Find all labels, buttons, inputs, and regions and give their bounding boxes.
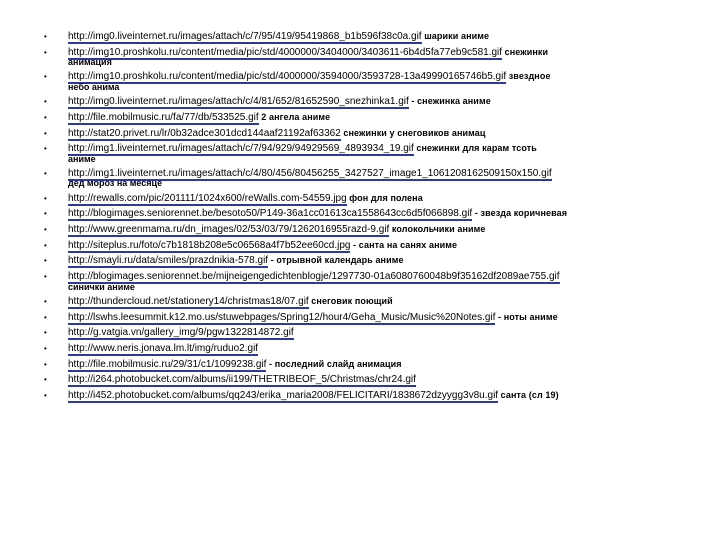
link-description: - последний слайд анимация — [266, 358, 402, 369]
bullet: • — [44, 168, 47, 178]
list-item — [44, 390, 684, 401]
list-item — [44, 31, 684, 42]
link-description: санта (сл 19) — [498, 390, 559, 401]
list-item — [44, 71, 684, 91]
list-item — [44, 143, 684, 163]
link[interactable]: http://www.greenmama.ru/dn_images/02/53/03/79/1262016955razd-9.gif — [68, 224, 390, 236]
link[interactable]: http://rewalls.com/pic/201111/1024x600/reWalls.com-54559.jpg — [68, 192, 347, 204]
list-item — [44, 112, 684, 123]
link[interactable]: http://i452.photobucket.com/albums/qq243/erika_maria2008/FELICITARI/1838672dzyygg3v8u.gif — [68, 390, 499, 402]
link-description: - отрывной календарь аниме — [268, 255, 404, 266]
link-description: снежинки для карам тсоть — [413, 143, 537, 154]
link[interactable]: http://img0.liveinternet.ru/images/attach/c/7/95/419/95419868_b1b596f38c0a.gif — [68, 31, 422, 42]
link[interactable]: http://stat20.privet.ru/lr/0b32adce301dcd144aaf21192af63362 — [68, 127, 341, 139]
link[interactable]: http://thundercloud.net/stationery14/christmas18/07.gif — [68, 295, 309, 307]
link[interactable]: http://img1.liveinternet.ru/images/attach/c/4/80/456/80456255_3427527_image1_1061208162509150x150.gif — [68, 167, 552, 179]
link-description: - снежинка аниме — [408, 96, 491, 107]
list-item — [44, 255, 684, 266]
bullet: • — [44, 375, 47, 385]
link[interactable]: http://file.mobilmusic.ru/fa/77/db/533525.gif — [68, 111, 259, 123]
link-description: снеговик поющий — [308, 295, 393, 306]
link[interactable]: http://file.mobilmusic.ru/29/31/c1/1099238.gif — [68, 358, 267, 370]
link-description: колокольчики аниме — [389, 224, 486, 235]
list-item — [44, 343, 684, 354]
list-item — [44, 296, 684, 307]
link[interactable]: http://g.vatgia.vn/gallery_img/9/pgw1322814872.gif — [68, 327, 294, 339]
link-description-cont: аниме — [68, 153, 96, 164]
bullet: • — [44, 359, 47, 369]
bullet: • — [44, 47, 47, 57]
list-item — [44, 96, 684, 107]
list-item — [44, 128, 684, 139]
link-description-cont: анимация — [68, 57, 112, 68]
list-item — [44, 47, 684, 67]
list-item — [44, 327, 684, 338]
bullet: • — [44, 240, 47, 250]
link-description-cont: синички аниме — [68, 281, 135, 292]
link[interactable]: http://img10.proshkolu.ru/content/media/pic/std/4000000/3404000/3403611-6b4d5fa77eb9c581.gif — [68, 46, 503, 58]
link[interactable]: http://lswhs.leesummit.k12.mo.us/stuwebpages/Spring12/hour4/Geha_Music/Music%20Notes.gif — [68, 311, 496, 323]
link-description: - санта на санях аниме — [350, 239, 458, 250]
link[interactable]: http://www.neris.jonava.lm.lt/img/ruduo2.gif — [68, 342, 259, 354]
link-description: фон для полена — [346, 192, 423, 203]
link[interactable]: http://siteplus.ru/foto/c7b1818b208e5c06568a4f7b52ee60cd.jpg — [68, 239, 351, 251]
link-description: - ноты аниме — [495, 311, 558, 322]
list-item — [44, 374, 684, 385]
list-item — [44, 240, 684, 251]
list-item — [44, 312, 684, 323]
bullet: • — [44, 312, 47, 322]
bullet: • — [44, 209, 47, 219]
bullet: • — [44, 97, 47, 107]
link[interactable]: http://img0.liveinternet.ru/images/attach/c/4/81/652/81652590_snezhinka1.gif — [68, 96, 409, 108]
link[interactable]: http://img10.proshkolu.ru/content/media/pic/std/4000000/3594000/3593728-13a49990165746b5.gif — [68, 71, 507, 83]
bullet: • — [44, 391, 47, 401]
list-item — [44, 208, 684, 219]
link-description: - звезда коричневая — [472, 208, 568, 219]
bullet: • — [44, 193, 47, 203]
list-item — [44, 193, 684, 204]
bullet: • — [44, 128, 47, 138]
link-description-cont: дед мороз на месяце — [68, 178, 163, 189]
list-item — [44, 168, 684, 188]
bullet: • — [44, 272, 47, 282]
link[interactable]: http://smayli.ru/data/smiles/prazdnikia-578.gif — [68, 255, 269, 267]
link-description: 2 ангела аниме — [258, 111, 331, 122]
link-description: снежинки у снеговиков анимац — [340, 127, 486, 138]
list-item — [44, 271, 684, 291]
bullet: • — [44, 296, 47, 306]
link[interactable]: http://blogimages.seniorennet.be/besoto50/P149-36a1cc01613ca1558643cc6d5f066898.gif — [68, 208, 473, 220]
link-description: звездное — [506, 71, 551, 82]
bullet: • — [44, 32, 47, 41]
link[interactable]: http://img1.liveinternet.ru/images/attach/c/7/94/929/94929569_4893934_19.gif — [68, 143, 414, 155]
bullet: • — [44, 256, 47, 266]
bullet: • — [44, 144, 47, 154]
bullet: • — [44, 343, 47, 353]
link-description: шарики аниме — [421, 31, 490, 41]
list-item — [44, 224, 684, 235]
list-item — [44, 359, 684, 370]
bullet: • — [44, 72, 47, 82]
link-description: снежинки — [502, 46, 549, 57]
bullet: • — [44, 112, 47, 122]
bullet: • — [44, 225, 47, 235]
link[interactable]: http://blogimages.seniorennet.be/mijneigengedichtenblogje/1297730-01a6080760048b9f35162df2089ae755.gif — [68, 271, 560, 283]
link-list — [44, 31, 684, 406]
bullet: • — [44, 328, 47, 338]
link[interactable]: http://i264.photobucket.com/albums/ii199/THETRIBEOF_5/Christmas/chr24.gif — [68, 374, 416, 386]
link-description-cont: небо анима — [68, 81, 120, 92]
